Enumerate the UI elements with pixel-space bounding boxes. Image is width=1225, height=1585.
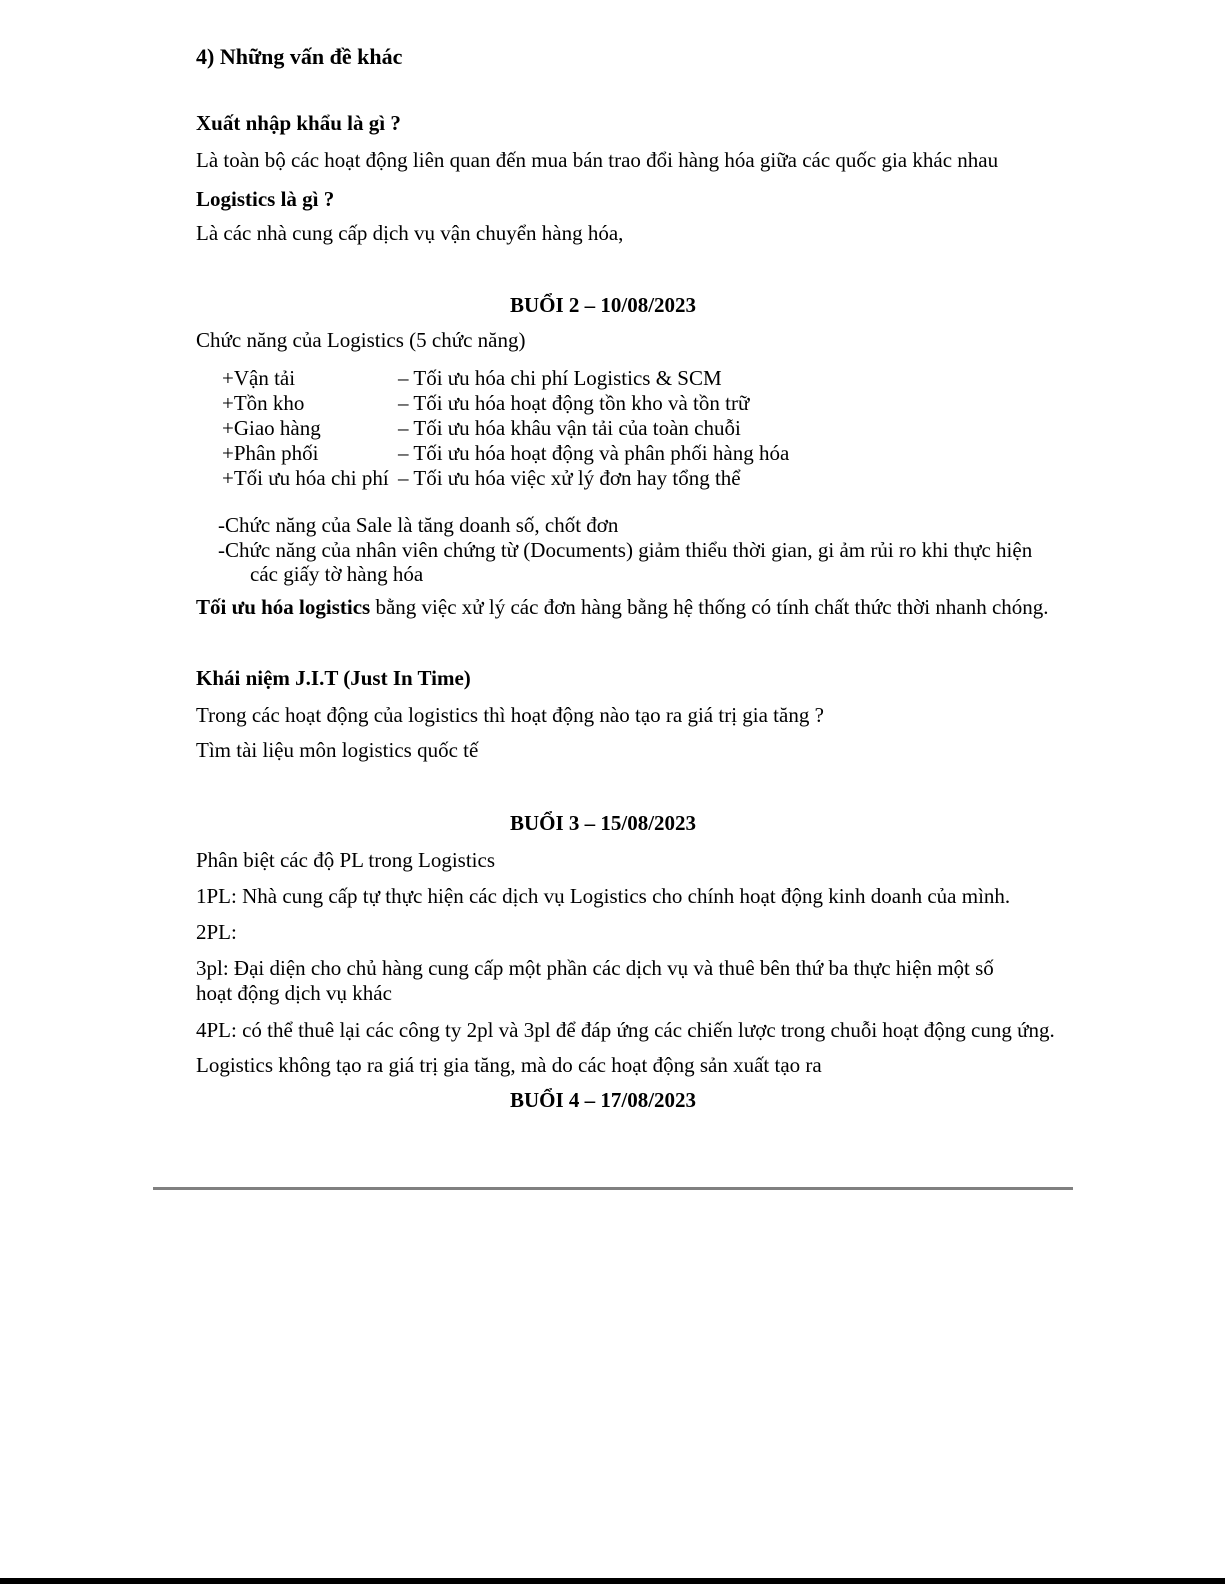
function-desc: – Tối ưu hóa hoạt động tồn kho và tồn trữ bbox=[398, 391, 750, 415]
functions-list bbox=[222, 366, 1010, 491]
session-4-title: BUỔI 4 – 17/08/2023 bbox=[509, 1088, 697, 1112]
logistics-value-note: Logistics không tạo ra giá trị gia tăng, mà do các hoạt động sản xuất tạo ra bbox=[196, 1053, 822, 1077]
jit-heading: Khái niệm J.I.T (Just In Time) bbox=[196, 666, 471, 690]
pl1-definition: 1PL: Nhà cung cấp tự thực hiện các dịch vụ Logistics cho chính hoạt động kinh doanh của mình. bbox=[196, 884, 1011, 908]
optimize-logistics-lead: Tối ưu hóa logistics bbox=[196, 595, 371, 619]
function-desc: – Tối ưu hóa hoạt động và phân phối hàng hóa bbox=[398, 441, 790, 465]
answer-xuat-nhap-khau: Là toàn bộ các hoạt động liên quan đến mua bán trao đổi hàng hóa giữa các quốc gia khác nhau bbox=[196, 148, 999, 172]
function-name: +Giao hàng bbox=[222, 416, 321, 440]
function-name: +Tối ưu hóa chi phí bbox=[222, 466, 389, 490]
function-row bbox=[222, 441, 1010, 466]
function-row bbox=[222, 466, 1010, 491]
function-row bbox=[222, 391, 1010, 416]
function-name: +Tồn kho bbox=[222, 391, 305, 415]
function-desc: – Tối ưu hóa chi phí Logistics & SCM bbox=[398, 366, 722, 390]
function-desc: – Tối ưu hóa khâu vận tải của toàn chuỗi bbox=[398, 416, 741, 440]
answer-logistics: Là các nhà cung cấp dịch vụ vận chuyển hàng hóa, bbox=[196, 221, 624, 245]
session-3-title: BUỔI 3 – 15/08/2023 bbox=[509, 811, 697, 835]
function-name: +Vận tải bbox=[222, 366, 296, 390]
jit-todo: Tìm tài liệu môn logistics quốc tế bbox=[196, 738, 479, 762]
function-desc: – Tối ưu hóa việc xử lý đơn hay tổng thể bbox=[398, 466, 741, 490]
session-3-intro: Phân biệt các độ PL trong Logistics bbox=[196, 848, 496, 872]
optimize-logistics-rest: bằng việc xử lý các đơn hàng bằng hệ thống có tính chất thức thời nhanh chóng. bbox=[370, 595, 1049, 619]
pl2-definition: 2PL: bbox=[196, 920, 237, 944]
note-documents-line-2: các giấy tờ hàng hóa bbox=[250, 562, 424, 586]
note-documents-line-1: -Chức năng của nhân viên chứng từ (Documents) giảm thiểu thời gian, gi ảm rủi ro khi thực hiện bbox=[218, 538, 1033, 562]
session-2-intro: Chức năng của Logistics (5 chức năng) bbox=[196, 328, 526, 352]
pl3-definition: 3pl: Đại diện cho chủ hàng cung cấp một phần các dịch vụ và thuê bên thứ ba thực hiện một số hoạt động dịch vụ khác bbox=[196, 956, 994, 1005]
note-sale-function: -Chức năng của Sale là tăng doanh số, chốt đơn bbox=[218, 513, 619, 537]
heading-other-issues: 4) Những vấn đề khác bbox=[196, 44, 403, 69]
question-xuat-nhap-khau: Xuất nhập khẩu là gì ? bbox=[196, 111, 401, 135]
jit-question: Trong các hoạt động của logistics thì hoạt động nào tạo ra giá trị gia tăng ? bbox=[196, 703, 824, 727]
question-logistics: Logistics là gì ? bbox=[196, 187, 335, 211]
function-row bbox=[222, 366, 1010, 391]
function-name: +Phân phối bbox=[222, 441, 319, 465]
session-2-title: BUỔI 2 – 10/08/2023 bbox=[509, 293, 697, 317]
optimize-logistics-statement bbox=[196, 595, 1049, 620]
pl4-definition: 4PL: có thể thuê lại các công ty 2pl và 3pl để đáp ứng các chiến lược trong chuỗi hoạt động cung ứng. bbox=[196, 1018, 1055, 1042]
horizontal-divider bbox=[153, 1187, 1073, 1190]
function-row bbox=[222, 416, 1010, 441]
bottom-edge-bar bbox=[0, 1578, 1225, 1584]
note-documents-function bbox=[0, 538, 1225, 586]
